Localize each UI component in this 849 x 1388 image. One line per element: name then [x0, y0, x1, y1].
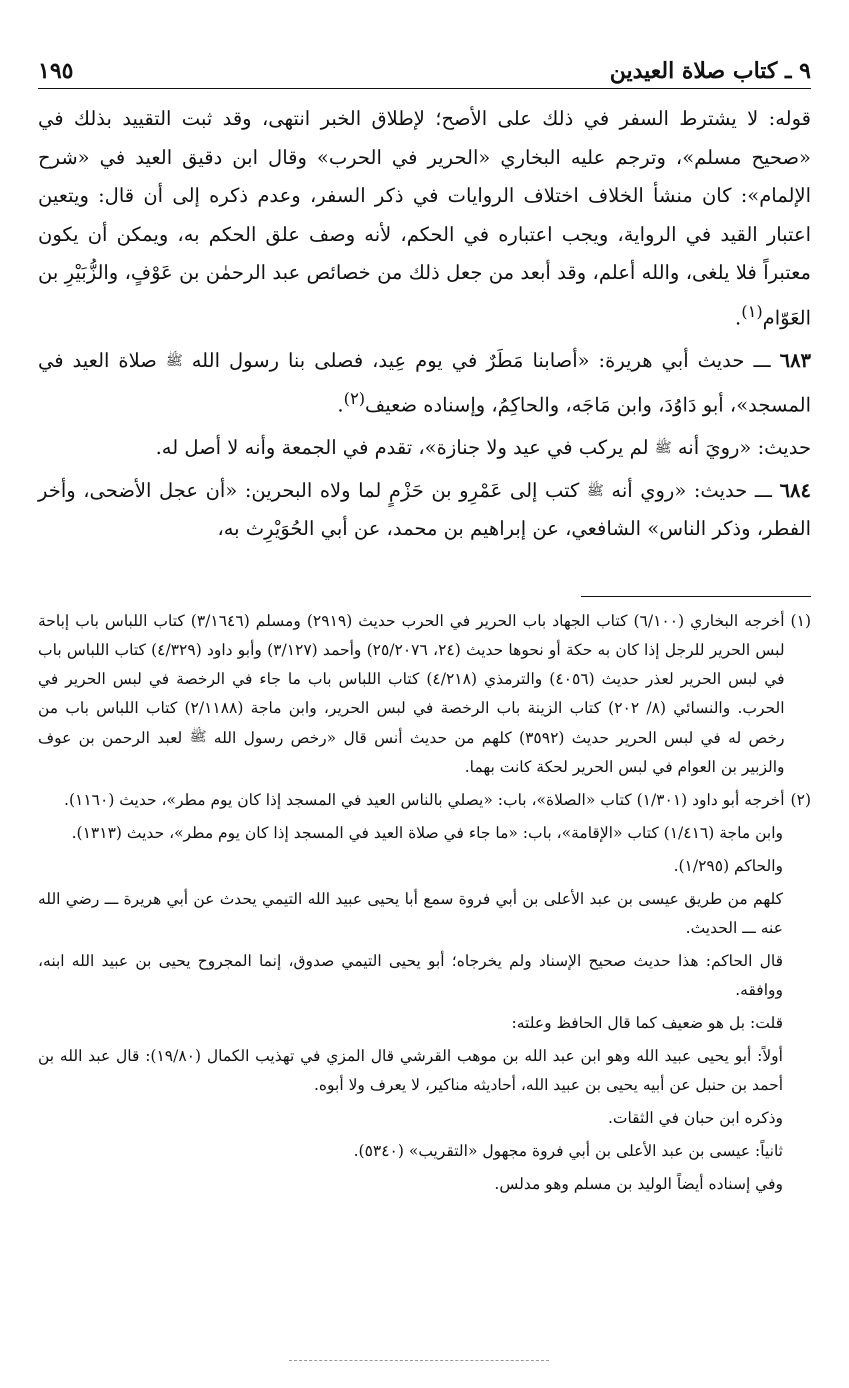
- footnote-line: ثانياً: عيسى بن عبد الأعلى بن أبي فروة مجهول «التقريب» (٥٣٤٠).: [353, 1142, 783, 1160]
- footnote-ref-2: (٢): [343, 389, 366, 408]
- salla-glyph: ﷺ: [165, 352, 183, 369]
- footnotes: [38, 607, 811, 1199]
- footnote-line: كلهم من طريق عيسى بن عبد الأعلى بن أبي فروة سمع أبا يحيى عبيد الله التيمي يحدث عن أبي هريرة ـــ رضي الله عنه ـــ الحديث.: [38, 890, 783, 937]
- hadith-number: ٦٨٣: [779, 348, 812, 372]
- footnote-separator: [581, 596, 811, 597]
- footnote-mark: (٢): [790, 791, 811, 809]
- page-number: ١٩٥: [38, 58, 74, 84]
- page-header: [38, 44, 811, 89]
- footnote-1: [38, 607, 811, 782]
- running-title: ٩ ـ كتاب صلاة العيدين: [609, 58, 811, 84]
- hadith-text-b: كتب إلى عَمْرِو بن حَزْمٍ لما ولاه البحرين: «أن عجل الأضحى، وأخر الفطر، وذكر الناس» الشافعي، عن إبراهيم بن محمد، عن أبي الحُوَيْرِث به،: [38, 478, 811, 540]
- footnote-line: وفي إسناده أيضاً الوليد بن مسلم وهو مدلس.: [494, 1175, 783, 1193]
- salla-glyph: ﷺ: [586, 482, 604, 499]
- commentary-text: قوله: لا يشترط السفر في ذلك على الأصح؛ لإطلاق الخبر انتهى، وقد ثبت التقييد بذلك في «صحيح مسلم»، وترجم عليه البخاري «الحرير في الحرب» وقال ابن دقيق العيد في «شرح الإلمام»: كان منشأ الخلاف اختلاف الروايات في ذكر السفر، وعدم ذكره إلى أن قال: ويتعين اعتبار القيد في الرواية، ويجب اعتباره في الحكم، لأنه وصف علق الحكم به، ويمكن أن يكون معتبراً فلا يلغى، والله أعلم، وقد أبعد من جعل ذلك من خصائص عبد الرحمٰن بن عَوْفٍ، والزُّبَيْرِ بن العَوّام: [38, 107, 811, 329]
- hadith-text-a: حديث: «رويَ أنه: [671, 436, 811, 459]
- paragraph-commentary: [38, 100, 811, 338]
- period: .: [735, 306, 742, 329]
- hadith-text-b: صلاة العيد في المسجد»، أبو دَاوُدَ، وابن مَاجَه، والحاكِمُ، وإسناده ضعيف: [38, 348, 811, 417]
- bottom-dashed-rule: [289, 1360, 549, 1361]
- footnote-text: [38, 607, 785, 782]
- hadith-riding: [38, 429, 811, 468]
- salla-glyph: ﷺ: [654, 440, 672, 456]
- hadith-684: [38, 472, 811, 549]
- footnote-line: أولاً: أبو يحيى عبيد الله وهو ابن عبد الله بن موهب القرشي قال المزي في تهذيب الكمال (١٩/٨٠): قال عبد الله بن أحمد بن حنبل عن أبيه يحيى بن عبيد الله، أحاديثه مناكير، لا يعرف ولا أبوه.: [38, 1047, 783, 1094]
- footnote-line: قلت: بل هو ضعيف كما قال الحافظ وعلته:: [511, 1014, 783, 1032]
- hadith-text-a: ـــ حديث: «روي أنه: [603, 478, 780, 502]
- footnote-line: والحاكم (١/٢٩٥).: [673, 857, 783, 875]
- hadith-683: [38, 342, 811, 426]
- footnote-mark: (١): [790, 612, 811, 630]
- hadith-number: ٦٨٤: [779, 478, 811, 502]
- main-text: [38, 100, 811, 551]
- hadith-text-b: لم يركب في عيد ولا جنازة»، تقدم في الجمعة وأنه لا أصل له.: [155, 436, 655, 459]
- footnote-line: قال الحاكم: هذا حديث صحيح الإسناد ولم يخرجاه؛ أبو يحيى التيمي صدوق، إنما المجروح يحيى بن عبيد الله ابنه، ووافقه.: [38, 952, 783, 999]
- footnote-line: وذكره ابن حبان في الثقات.: [607, 1109, 783, 1127]
- period: .: [337, 393, 344, 417]
- footnote-2: [38, 786, 811, 815]
- footnote-text: أخرجه أبو داود (١/٣٠١) كتاب «الصلاة»، باب: «يصلي بالناس العيد في المسجد إذا كان يوم مطر»، حديث (١١٦٠).: [64, 791, 785, 809]
- footnote-text-b: لعبد الرحمن بن عوف والزبير بن العوام في لبس الحرير لحكة كانت بهما.: [38, 729, 785, 776]
- hadith-text-a: ـــ حديث أبي هريرة: «أصابنا مَطَرٌ في يوم عِيد، فصلى بنا رسول الله: [182, 348, 780, 372]
- salla-glyph: ﷺ: [189, 729, 207, 745]
- footnote-text-a: أخرجه البخاري (٦/١٠٠) كتاب الجهاد باب الحرير في الحرب حديث (٢٩١٩) ومسلم (٣/١٦٤٦) كتاب اللباس باب إباحة لبس الحرير للرجل إذا كان به حكة أو نحوها حديث (٢٤، ٢٥/٢٠٧٦) وأحمد (٣/١٢٧) وأبو داود (٤/٣٢٩) كتاب اللباس باب في لبس الحرير لعذر حديث (٤٠٥٦) والترمذي (٤/٢١٨) كتاب اللباس باب ما جاء في الرخصة في لبس الحرير في الحرب. والنسائي (٨/ ٢٠٢) كتاب الزينة باب الرخصة في لبس الحرير، وابن ماجة (٢/١١٨٨) كتاب اللباس باب من رخص له في لبس الحرير حديث (٣٥٩٢) كلهم من حديث أنس قال «رخص رسول الله: [38, 612, 785, 747]
- footnote-line: وابن ماجة (١/٤١٦) كتاب «الإقامة»، باب: «ما جاء في صلاة العيد في المسجد إذا كان يوم مطر»، حديث (١٣١٣).: [71, 824, 783, 842]
- footnote-ref-1: (١): [741, 301, 763, 321]
